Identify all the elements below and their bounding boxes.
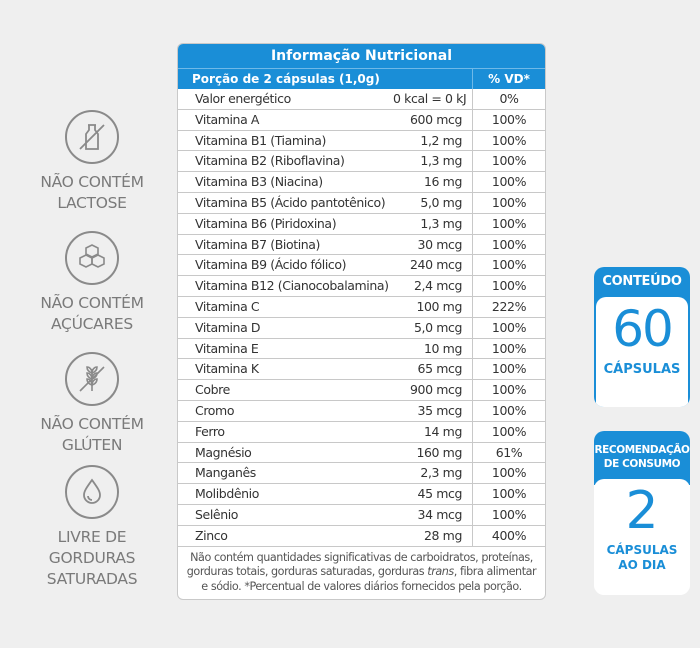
nutrient-amount: 0 kcal = 0 kJ	[393, 89, 473, 109]
nutrient-name: Magnésio	[195, 444, 252, 460]
nutrient-vd: 100%	[491, 236, 527, 252]
content-card-header: CONTEÚDO	[594, 267, 690, 297]
table-row	[178, 422, 545, 443]
table-row	[178, 401, 545, 422]
table-row	[178, 380, 545, 401]
table-row	[178, 276, 545, 297]
nutrient-name: Selênio	[195, 506, 239, 522]
drop-icon	[65, 465, 119, 519]
table-row	[178, 193, 545, 214]
wheat-slash-icon	[65, 352, 119, 406]
nutrition-table	[177, 43, 546, 600]
nutrient-name: Cromo	[195, 402, 235, 418]
nutrient-amount: 28 mg	[393, 526, 473, 546]
table-row	[178, 151, 545, 172]
daily-dose-unit	[594, 543, 690, 573]
table-row	[178, 89, 545, 110]
nutrient-vd: 100%	[491, 382, 527, 398]
table-row	[178, 131, 545, 152]
nutrient-name: Ferro	[195, 423, 225, 439]
nutrient-amount: 240 mcg	[393, 255, 473, 275]
nutrient-amount: 10 mg	[393, 339, 473, 359]
nutrient-vd: 61%	[495, 444, 523, 460]
recommendation-card	[594, 431, 690, 595]
badge-no-lactose	[28, 110, 156, 214]
table-row	[178, 443, 545, 464]
badge-no-gluten	[28, 352, 156, 456]
sugar-cubes-icon	[65, 231, 119, 285]
nutrient-vd: 100%	[491, 340, 527, 356]
nutrient-vd: 100%	[491, 174, 527, 190]
capsule-unit: CÁPSULAS	[603, 362, 681, 377]
table-row	[178, 214, 545, 235]
daily-dose: 2	[625, 481, 659, 541]
nutrient-name: Vitamina B6 (Piridoxina)	[195, 215, 337, 231]
nutrient-name: Manganês	[195, 465, 256, 481]
nutrient-vd: 100%	[491, 194, 527, 210]
nutrient-amount: 2,4 mcg	[393, 276, 473, 296]
table-title: Informação Nutricional	[178, 44, 545, 68]
badge-no-sugar	[28, 231, 156, 335]
nutrient-name: Vitamina B12 (Cianocobalamina)	[195, 278, 389, 294]
nutrient-vd: 100%	[491, 423, 527, 439]
nutrient-vd: 100%	[491, 215, 527, 231]
table-row	[178, 339, 545, 360]
recommendation-header	[594, 431, 690, 485]
table-row	[178, 359, 545, 380]
nutrient-rows	[178, 89, 545, 547]
table-header	[178, 68, 545, 89]
table-row	[178, 255, 545, 276]
nutrient-name: Cobre	[195, 382, 230, 398]
nutrient-vd: 100%	[491, 319, 527, 335]
nutrient-vd: 100%	[491, 465, 527, 481]
nutrient-vd: 100%	[491, 278, 527, 294]
nutrient-name: Vitamina B7 (Biotina)	[195, 236, 321, 252]
nutrient-vd: 222%	[491, 298, 527, 314]
table-row	[178, 172, 545, 193]
nutrient-amount: 100 mg	[393, 297, 473, 317]
nutrient-amount: 45 mcg	[393, 484, 473, 504]
badge-label-line: AÇÚCARES	[51, 315, 133, 333]
nutrient-vd: 100%	[491, 361, 527, 377]
nutrient-amount: 14 mg	[393, 422, 473, 442]
nutrient-name: Vitamina K	[195, 361, 259, 377]
badge-no-saturated-fat	[28, 465, 156, 590]
badge-label-line: LIVRE DE	[57, 528, 127, 546]
table-row	[178, 110, 545, 131]
recommendation-header-line: DE CONSUMO	[603, 458, 681, 470]
table-row	[178, 297, 545, 318]
nutrient-name: Vitamina B3 (Niacina)	[195, 174, 323, 190]
table-row	[178, 318, 545, 339]
footnote-text: Não contém quantidades significativas de carboidratos, proteínas, gorduras totais, gorduras saturadas, gorduras	[186, 550, 533, 579]
badge-label-line: LACTOSE	[57, 194, 127, 212]
nutrient-vd: 100%	[491, 257, 527, 273]
badge-label-line: NÃO CONTÉM	[40, 415, 144, 433]
nutrient-amount: 30 mcg	[393, 235, 473, 255]
portion-header: Porção de 2 cápsulas (1,0g)	[178, 69, 473, 89]
badge-label-line: GORDURAS	[48, 549, 136, 567]
nutrient-name: Vitamina B9 (Ácido fólico)	[195, 257, 347, 273]
footnote-italic: trans	[427, 565, 454, 579]
nutrient-name: Vitamina B1 (Tiamina)	[195, 132, 326, 148]
nutrient-amount: 5,0 mg	[393, 193, 473, 213]
table-row	[178, 463, 545, 484]
nutrient-name: Vitamina B5 (Ácido pantotênico)	[195, 194, 386, 210]
table-row	[178, 505, 545, 526]
bottle-slash-icon	[65, 110, 119, 164]
nutrient-vd: 100%	[491, 402, 527, 418]
nutrient-amount: 160 mg	[393, 443, 473, 463]
nutrient-amount: 1,3 mg	[393, 151, 473, 171]
table-footnote	[178, 547, 545, 595]
table-row	[178, 235, 545, 256]
nutrient-name: Molibdênio	[195, 486, 259, 502]
nutrient-name: Vitamina D	[195, 319, 261, 335]
daily-dose-unit-line: AO DIA	[618, 558, 666, 572]
nutrient-name: Valor energético	[195, 91, 291, 106]
capsule-count: 60	[612, 300, 672, 358]
nutrient-amount: 1,2 mg	[393, 131, 473, 151]
nutrient-name: Zinco	[195, 527, 228, 543]
table-row	[178, 526, 545, 547]
nutrient-name: Vitamina E	[195, 340, 259, 356]
footnote-text-end: , fibra alimentar e sódio. *Percentual de valores diários fornecidos pela porção.	[201, 565, 537, 593]
nutrient-amount: 65 mcg	[393, 359, 473, 379]
nutrient-vd: 100%	[491, 132, 527, 148]
content-card	[594, 267, 690, 407]
nutrient-vd: 100%	[491, 486, 527, 502]
nutrient-amount: 1,3 mg	[393, 214, 473, 234]
nutrient-name: Vitamina C	[195, 298, 260, 314]
nutrient-amount: 35 mcg	[393, 401, 473, 421]
nutrient-amount: 34 mcg	[393, 505, 473, 525]
nutrient-amount: 2,3 mg	[393, 463, 473, 483]
badge-label-line: GLÚTEN	[61, 436, 123, 454]
nutrient-name: Vitamina A	[195, 111, 260, 127]
nutrient-vd: 100%	[491, 111, 527, 127]
badge-label-line: NÃO CONTÉM	[40, 173, 144, 191]
vd-header: % VD*	[488, 72, 530, 86]
nutrient-vd: 100%	[491, 153, 527, 169]
daily-dose-unit-line: CÁPSULAS	[606, 543, 678, 557]
nutrient-vd: 100%	[491, 506, 527, 522]
nutrient-amount: 5,0 mcg	[393, 318, 473, 338]
nutrient-vd: 400%	[491, 527, 527, 543]
badge-label-line: NÃO CONTÉM	[40, 294, 144, 312]
nutrient-amount: 16 mg	[393, 172, 473, 192]
nutrient-amount: 900 mcg	[393, 380, 473, 400]
nutrient-amount: 600 mcg	[393, 110, 473, 130]
recommendation-header-line: RECOMENDAÇÃO	[594, 444, 690, 456]
nutrient-name: Vitamina B2 (Riboflavina)	[195, 153, 345, 169]
nutrient-vd: 0%	[499, 91, 519, 106]
badge-label-line: SATURADAS	[46, 570, 138, 588]
table-row	[178, 484, 545, 505]
